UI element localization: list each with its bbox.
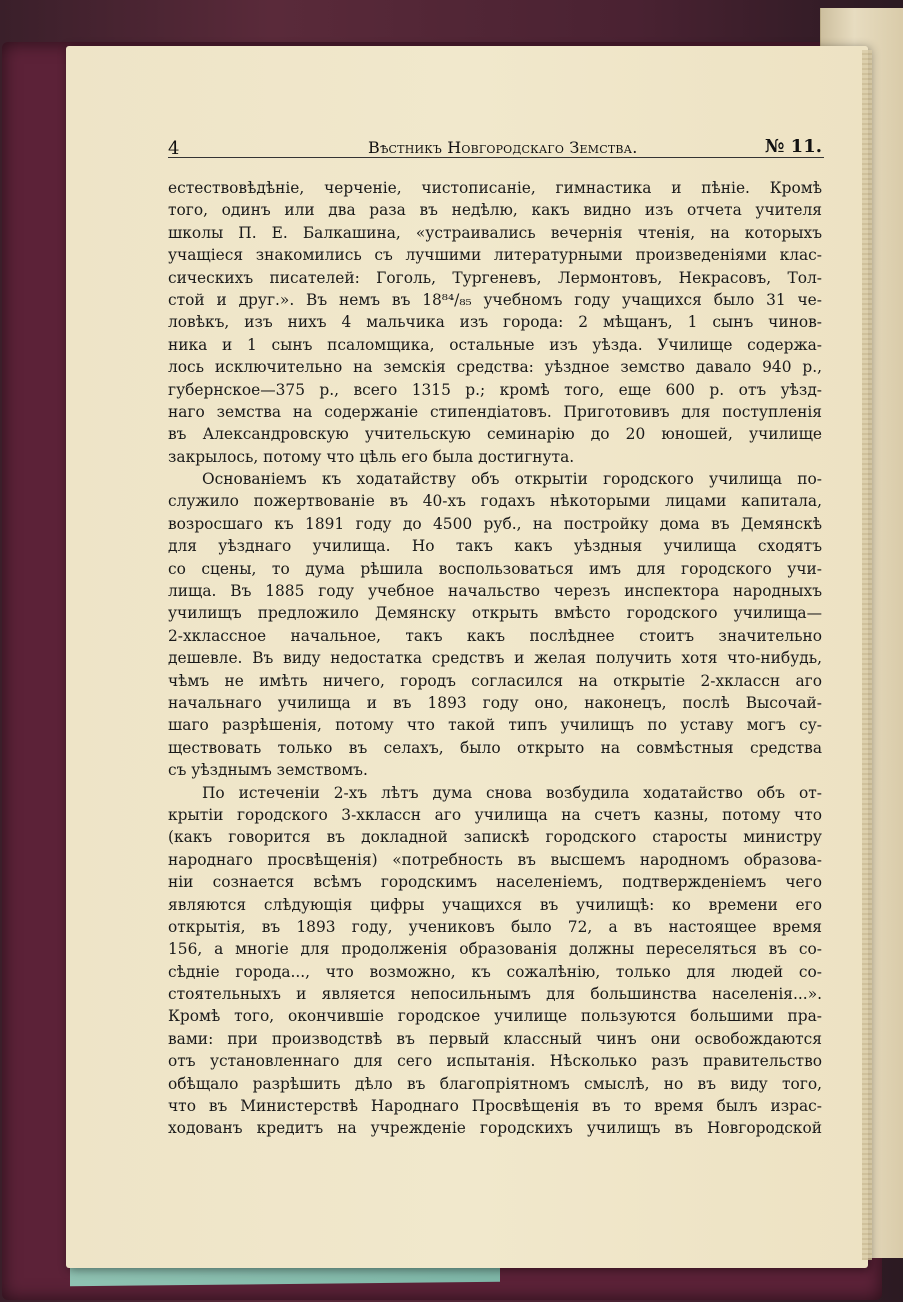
text-line: шаго разрѣшенія, потому что такой типъ училищъ по уставу могъ су-: [168, 716, 822, 735]
text-line: того, одинъ или два раза въ недѣлю, какъ видно изъ отчета учителя: [168, 201, 822, 220]
text-line: съ уѣзднымъ земствомъ.: [168, 761, 368, 780]
text-line: закрылось, потому что цѣль его была достигнута.: [168, 447, 575, 466]
text-line: естествовѣдѣніе, черченіе, чистописаніе, гимнастика и пѣніе. Кромѣ: [168, 179, 822, 197]
text-line: со сцены, то дума рѣшила воспользоваться имъ для городского учи-: [168, 559, 822, 578]
text-line: сѣдніе города..., что возможно, къ сожалѣнію, только для людей со-: [168, 962, 822, 981]
text-line: ществовать только въ селахъ, было открыто на совмѣстныя средства: [168, 738, 822, 757]
text-line: ника и 1 сынъ псаломщика, остальные изъ уѣзда. Училище содержа-: [168, 335, 822, 354]
text-line: ніи сознается всѣмъ городскимъ населеніемъ, подтвержденіемъ чего: [168, 873, 822, 892]
text-line: лось исключительно на земскія средства: уѣздное земство давало 940 р.,: [168, 358, 822, 377]
text-line: чѣмъ не имѣть ничего, городъ согласился на открытіе 2-хклассн аго: [168, 671, 822, 690]
text-line: ловѣкъ, изъ нихъ 4 мальчика изъ города: 2 мѣщанъ, 1 сынъ чинов-: [168, 313, 822, 332]
text-line: открытія, въ 1893 году, учениковъ было 72, а въ настоящее время: [168, 917, 822, 936]
text-line: Кромѣ того, окончившіе городское училище пользуются большими пра-: [168, 1007, 822, 1026]
text-line: являются слѣдующія цифры учащихся въ училищѣ: ко времени его: [168, 895, 822, 914]
text-line: По истеченіи 2-хъ лѣтъ дума снова возбудила ходатайство объ от-: [202, 783, 822, 802]
text-line: отъ установленнаго для сего испытанія. Нѣсколько разъ правительство: [168, 1052, 822, 1071]
text-line: крытіи городского 3-хклассн аго училища на счетъ казны, потому что: [168, 805, 822, 824]
page-number: 4: [168, 138, 180, 159]
text-line: Основаніемъ къ ходатайству объ открытіи городского училища по-: [202, 470, 822, 489]
text-line: возросшаго къ 1891 году до 4500 руб., на постройку дома въ Демянскѣ: [168, 514, 822, 533]
text-line: что въ Министерствѣ Народнаго Просвѣщенія въ то время былъ израс-: [168, 1097, 822, 1116]
text-line: ходованъ кредитъ на учрежденіе городскихъ училищъ въ Новгородской: [168, 1119, 822, 1138]
text-line: учащіеся знакомились съ лучшими литературными произведеніями клас-: [168, 246, 822, 265]
journal-title: Вѣстникъ Новгородскаго Земства.: [368, 138, 638, 157]
page-stack-edge: [862, 50, 872, 1260]
text-line: 156, а многіе для продолженія образованія должны переселяться въ со-: [168, 940, 822, 959]
text-line: лища. Въ 1885 году учебное начальство черезъ инспектора народныхъ: [168, 582, 822, 601]
text-line: (какъ говорится въ докладной запискѣ городского старосты министру: [168, 828, 822, 847]
text-line: сическихъ писателей: Гоголь, Тургеневъ, Лермонтовъ, Некрасовъ, Тол-: [168, 268, 822, 287]
text-line: обѣщало разрѣшить дѣло въ благопріятномъ смыслѣ, но въ виду того,: [168, 1074, 822, 1093]
text-line: училищъ предложило Демянску открыть вмѣсто городского училища—: [168, 604, 822, 623]
text-line: губернское—375 р., всего 1315 р.; кромѣ того, еще 600 р. отъ уѣзд-: [168, 380, 822, 399]
issue-number: № 11.: [764, 136, 822, 157]
body-text: [168, 177, 822, 1140]
text-line: вами: при производствѣ въ первый классный чинъ они освобождаются: [168, 1029, 822, 1048]
text-line: дешевле. Въ виду недостатка средствъ и желая получить хотя что-нибудь,: [168, 649, 822, 668]
text-line: начальнаго училища и въ 1893 году оно, наконецъ, послѣ Высочай-: [168, 693, 822, 712]
text-line: школы П. Е. Балкашина, «устраивались вечернія чтенія, на которыхъ: [168, 223, 822, 242]
text-line: стой и друг.». Въ немъ въ 18⁸⁴/₈₅ учебномъ году учащихся было 31 че-: [168, 290, 822, 309]
text-line: въ Александровскую учительскую семинарію до 20 юношей, училище: [168, 425, 822, 444]
text-line: наго земства на содержаніе стипендіатовъ. Приготовивъ для поступленія: [168, 402, 822, 421]
text-line: народнаго просвѣщенія) «потребность въ высшемъ народномъ образова-: [168, 850, 822, 869]
text-line: стоятельныхъ и является непосильнымъ для большинства населенія...».: [168, 985, 822, 1004]
header-rule: [168, 157, 824, 158]
text-line: служило пожертвованіе въ 40-хъ годахъ нѣкоторыми лицами капитала,: [168, 492, 822, 511]
text-line: для уѣзднаго училища. Но такъ какъ уѣздныя училища сходятъ: [168, 537, 822, 556]
text-line: 2-хклассное начальное, такъ какъ послѣднее стоитъ значительно: [168, 626, 822, 645]
